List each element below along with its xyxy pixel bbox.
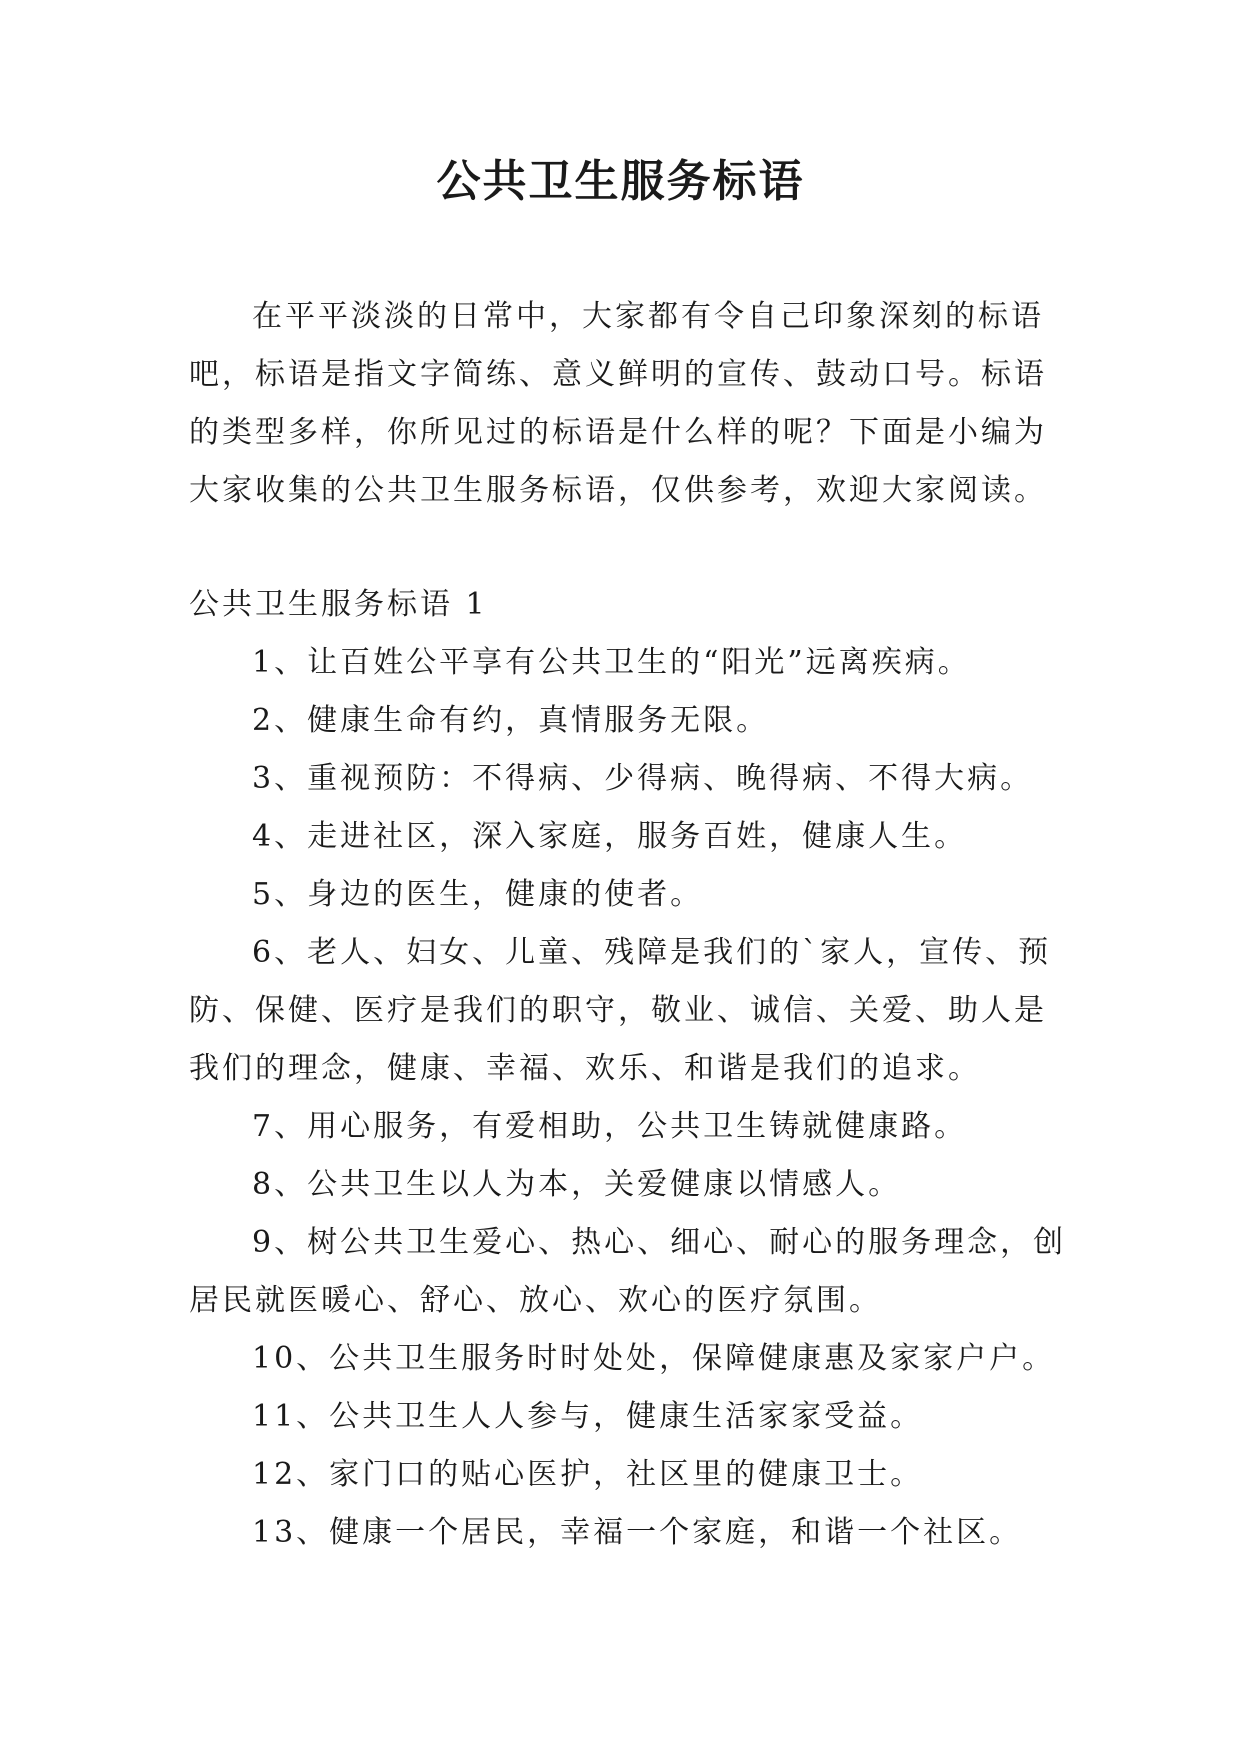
intro-paragraph: 在平平淡淡的日常中，大家都有令自己印象深刻的标语吧，标语是指文字简练、意义鲜明的宣传、鼓动口号。标语的类型多样，你所见过的标语是什么样的呢？下面是小编为大家收集的公共卫生服务标语，仅供参考，欢迎大家阅读。 <box>189 299 1047 508</box>
document-body <box>189 288 1069 1562</box>
slogan-item-7: 7、用心服务，有爱相助，公共卫生铸就健康路。 <box>252 1109 968 1144</box>
document-title: 公共卫生服务标语 <box>436 156 805 207</box>
slogan-item-3: 3、重视预防：不得病、少得病、晚得病、不得大病。 <box>252 761 1034 796</box>
slogan-item-12: 12、家门口的贴心医护，社区里的健康卫士。 <box>252 1457 924 1492</box>
section-heading: 公共卫生服务标语 1 <box>189 587 488 622</box>
slogan-item-9: 9、树公共卫生爱心、热心、细心、耐心的服务理念，创居民就医暖心、舒心、放心、欢心的医疗氛围。 <box>189 1225 1067 1318</box>
slogan-item-10: 10、公共卫生服务时时处处，保障健康惠及家家户户。 <box>252 1341 1056 1376</box>
slogan-item-5: 5、身边的医生，健康的使者。 <box>252 877 704 912</box>
slogan-item-8: 8、公共卫生以人为本，关爱健康以情感人。 <box>252 1167 902 1202</box>
slogan-item-13: 13、健康一个居民，幸福一个家庭，和谐一个社区。 <box>252 1515 1023 1550</box>
slogan-item-1: 1、让百姓公平享有公共卫生的“阳光”远离疾病。 <box>252 645 971 680</box>
slogan-item-4: 4、走进社区，深入家庭，服务百姓，健康人生。 <box>252 819 968 854</box>
slogan-item-6: 6、老人、妇女、儿童、残障是我们的`家人，宣传、预防、保健、医疗是我们的职守，敬业、诚信、关爱、助人是我们的理念，健康、幸福、欢乐、和谐是我们的追求。 <box>189 935 1052 1086</box>
slogan-item-2: 2、健康生命有约，真情服务无限。 <box>252 703 770 738</box>
slogan-item-11: 11、公共卫生人人参与，健康生活家家受益。 <box>252 1399 924 1434</box>
